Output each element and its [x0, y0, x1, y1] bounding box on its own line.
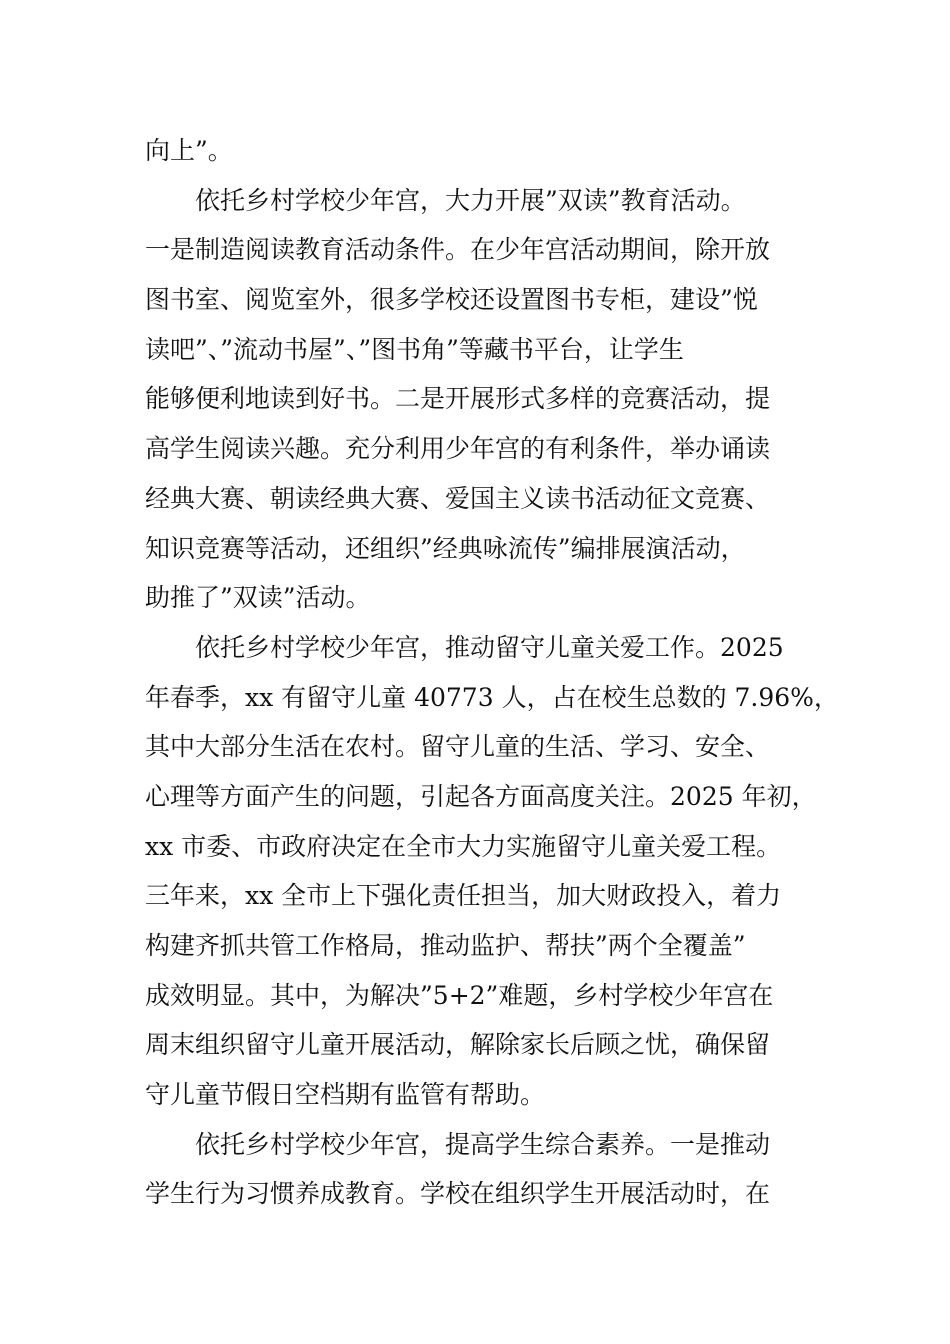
paragraph: [145, 1120, 810, 1219]
text-line: 守儿童节假日空档期有监管有帮助。: [145, 1080, 546, 1110]
text-line: 依托乡村学校少年宫，推动留守儿童关爱工作。2025: [195, 632, 784, 662]
text-line: 读吧”、”流动书屋”、”图书角”等藏书平台，让学生: [145, 334, 684, 364]
text-line: 周末组织留守儿童开展活动，解除家长后顾之忧，确保留: [145, 1030, 771, 1060]
text-line: 依托乡村学校少年宫，提高学生综合素养。一是推动: [195, 1129, 771, 1159]
text-line: 三年来，xx 全市上下强化责任担当，加大财政投入，着力: [145, 881, 782, 911]
paragraph: [145, 623, 839, 1120]
text-line: 其中大部分生活在农村。留守儿童的生活、学习、安全、: [145, 732, 771, 762]
text-line: 学生行为习惯养成教育。学校在组织学生开展活动时，在: [145, 1179, 771, 1209]
text-line: 知识竞赛等活动，还组织”经典咏流传”编排展演活动，: [145, 533, 746, 563]
text-line: 能够便利地读到好书。二是开展形式多样的竞赛活动，提: [145, 384, 771, 414]
text-line: 图书室、阅览室外，很多学校还设置图书专柜，建设”悦: [145, 285, 758, 315]
text-line: 经典大赛、朝读经典大赛、爱国主义读书活动征文竞赛、: [145, 483, 771, 513]
text-line: 高学生阅读兴趣。充分利用少年宫的有利条件，举办诵读: [145, 434, 771, 464]
paragraph: [145, 176, 810, 623]
paragraph: [145, 126, 810, 176]
text-line: 助推了”双读”活动。: [145, 583, 371, 613]
text-line: 构建齐抓共管工作格局，推动监护、帮扶”两个全覆盖”: [145, 931, 746, 960]
text-line: xx 市委、市政府决定在全市大力实施留守儿童关爱工程。: [145, 831, 782, 861]
document-body: [145, 126, 839, 1219]
text-line: 向上”。: [145, 136, 233, 165]
text-line: 年春季，xx 有留守儿童 40773 人，占在校生总数的 7.96%，: [145, 682, 839, 712]
text-line: 依托乡村学校少年宫，大力开展”双读”教育活动。: [195, 185, 746, 215]
text-line: 一是制造阅读教育活动条件。在少年宫活动期间，除开放: [145, 235, 771, 265]
text-line: 心理等方面产生的问题，引起各方面高度关注。2025 年初，: [145, 781, 817, 811]
text-line: 成效明显。其中，为解决”5+2”难题，乡村学校少年宫在: [145, 980, 774, 1010]
